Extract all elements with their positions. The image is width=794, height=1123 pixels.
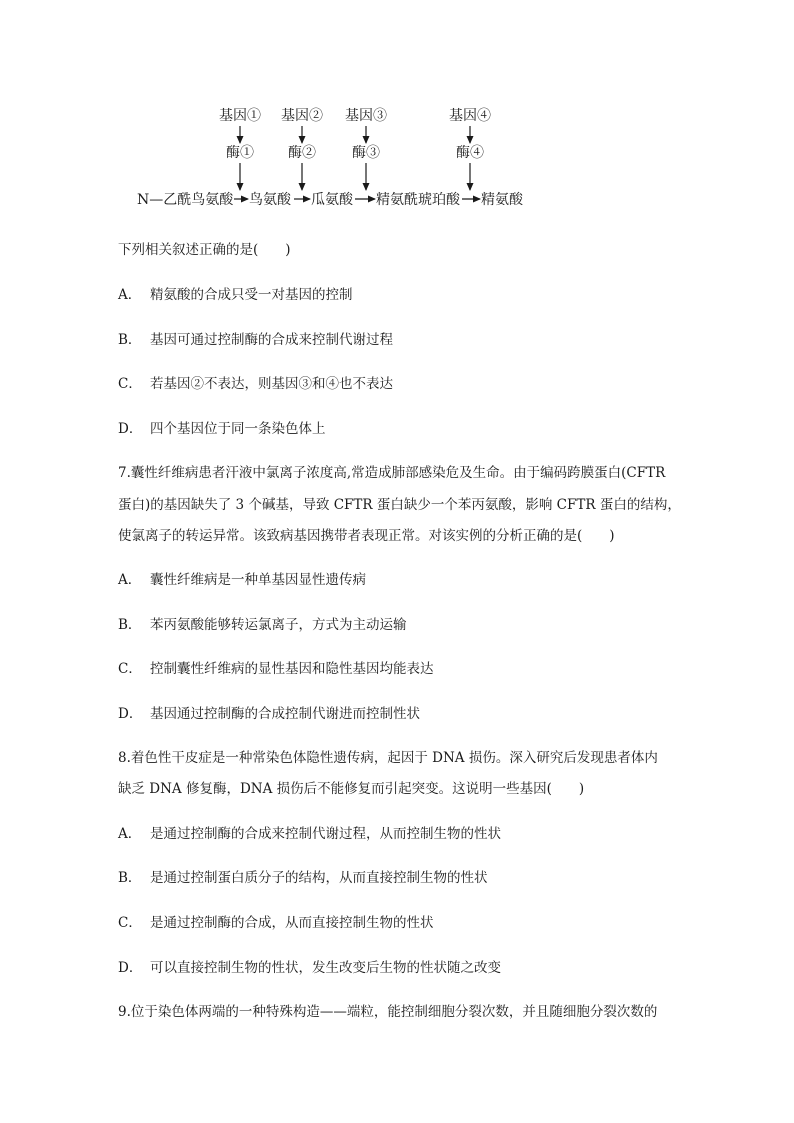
option-text: 控制囊性纤维病的显性基因和隐性基因均能表达 [150,661,434,677]
q6-option-a [118,285,353,305]
enzyme-1-label: 酶① [226,145,254,161]
q6-option-c [118,374,393,394]
metabolic-pathway-diagram [0,0,794,220]
substance-arginine: 精氨酸 [481,192,523,208]
option-letter: D． [118,706,143,722]
q9-stem-line-1: 9.位于染色体两端的一种特殊构造——端粒，能控制细胞分裂次数，并且随细胞分裂次数的 [118,1004,658,1020]
q6-stem: 下列相关叙述正确的是( ) [118,242,291,258]
option-letter: A． [118,826,142,842]
q8-stem-line-2: 缺乏 DNA 修复酶，DNA 损伤后不能修复而引起突变。这说明一些基因( ) [118,781,585,797]
q7-stem-line-3: 使氯离子的转运异常。该致病基因携带者表现正常。对该实例的分析正确的是( ) [118,528,615,544]
gene-2-label: 基因② [281,108,323,124]
option-text: 精氨酸的合成只受一对基因的控制 [150,287,353,303]
option-text: 若基因②不表达，则基因③和④也不表达 [150,376,393,392]
option-letter: D． [118,960,143,976]
enzyme-4-label: 酶④ [456,145,484,161]
option-letter: D． [118,421,143,437]
q7-stem-line-1: 7.囊性纤维病患者汗液中氯离子浓度高,常造成肺部感染危及生命。由于编码跨膜蛋白(CFTR [118,465,666,481]
q7-stem-line-2: 蛋白)的基因缺失了 3 个碱基，导致 CFTR 蛋白缺少一个苯丙氨酸，影响 CFTR 蛋白的结构， [118,497,681,513]
enzyme-3-label: 酶③ [352,145,380,161]
substance-argininosuccinate: 精氨酰琥珀酸 [376,192,460,208]
option-text: 基因通过控制酶的合成控制代谢进而控制性状 [150,706,420,722]
q8-option-a [118,824,501,844]
substance-n-acetylornithine: N—乙酰鸟氨酸 [137,192,234,208]
substance-ornithine: 鸟氨酸 [249,192,291,208]
option-text: 基因可通过控制酶的合成来控制代谢过程 [150,332,393,348]
option-text: 囊性纤维病是一种单基因显性遗传病 [150,572,366,588]
enzyme-2-label: 酶② [288,145,316,161]
q6-option-d [118,419,326,439]
option-text: 苯丙氨酸能够转运氯离子，方式为主动运输 [150,617,407,633]
q7-option-c [118,659,434,679]
option-text: 可以直接控制生物的性状，发生改变后生物的性状随之改变 [150,960,501,976]
option-letter: B． [118,332,142,348]
q8-stem-line-1: 8.着色性干皮症是一种常染色体隐性遗传病，起因于 DNA 损伤。深入研究后发现患者体内 [118,750,658,766]
option-letter: B． [118,870,142,886]
gene-4-label: 基因④ [449,108,491,124]
option-text: 是通过控制蛋白质分子的结构，从而直接控制生物的性状 [150,870,488,886]
q7-option-b [118,615,407,635]
q7-option-d [118,704,420,724]
option-letter: A． [118,287,142,303]
option-letter: B． [118,617,142,633]
option-text: 是通过控制酶的合成来控制代谢过程，从而控制生物的性状 [150,826,501,842]
q8-option-d [118,958,501,978]
gene-3-label: 基因③ [345,108,387,124]
option-letter: C． [118,915,142,931]
option-text: 四个基因位于同一条染色体上 [150,421,326,437]
gene-1-label: 基因① [219,108,261,124]
substance-citrulline: 瓜氨酸 [311,192,353,208]
option-letter: C． [118,376,142,392]
option-letter: A． [118,572,142,588]
option-text: 是通过控制酶的合成，从而直接控制生物的性状 [150,915,434,931]
q8-option-c [118,913,434,933]
q6-option-b [118,330,393,350]
q7-option-a [118,570,366,590]
option-letter: C． [118,661,142,677]
q8-option-b [118,868,488,888]
